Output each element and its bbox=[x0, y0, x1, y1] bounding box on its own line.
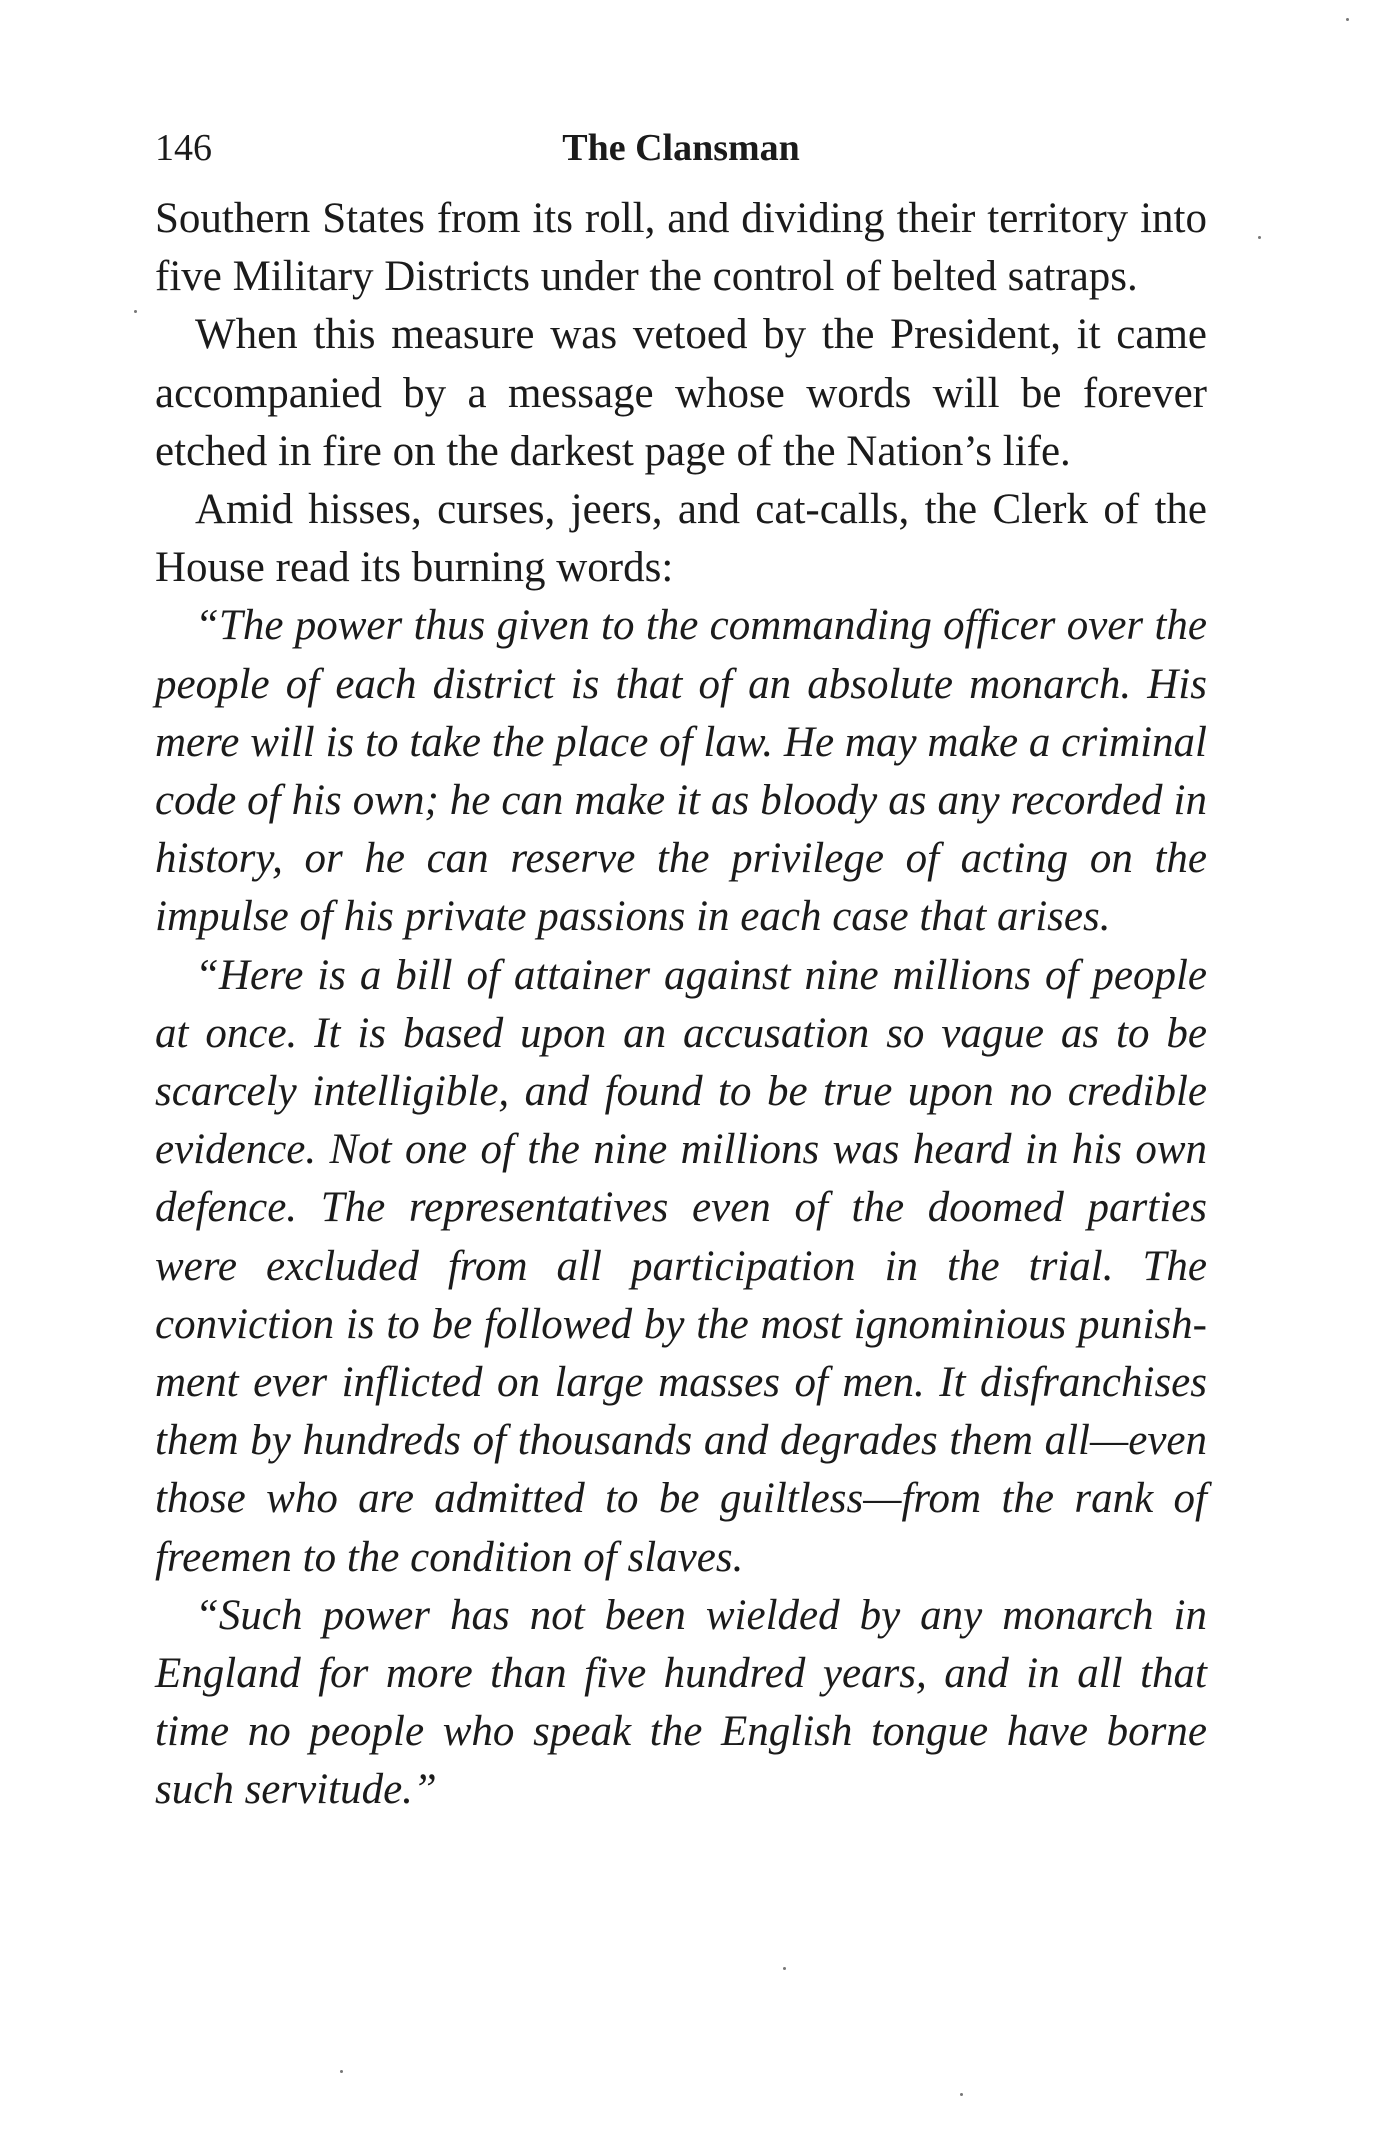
paragraph-clerk: Amid hisses, curses, jeers, and cat-calls, the Clerk of the House read its burning words: bbox=[155, 486, 1207, 592]
paragraph-continuation: Southern States from its roll, and dividing their territory into five Military Districts under the control of belted satraps. bbox=[155, 195, 1207, 301]
paper-speck bbox=[134, 310, 137, 313]
paragraph-veto: When this measure was vetoed by the President, it came accompanied by a message whose words will be forever etched in fire on the darkest page of the Nation’s life. bbox=[155, 311, 1207, 475]
quote-paragraph-attainer: “Here is a bill of attainer against nine millions of people at once. It is based upon an accusation so vague as to be scarcely intelligible, and found to be true upon no credible evidence. Not one of the nine millions was heard in his own defence. The representatives even of the doomed parties were excluded from all participation in the trial. The conviction is to be followed by the most ignominious punishment ever inflicted on large masses of men. It disfranchises them by hundreds of thousands and degrades them all—even those who are admitted to be guiltless—from the rank of freemen to the condition of slaves. bbox=[155, 951, 1207, 1581]
book-page bbox=[155, 118, 1207, 1820]
paper-speck bbox=[1258, 236, 1261, 239]
paper-speck bbox=[340, 2070, 343, 2073]
quote-paragraph-monarch: “Such power has not been wielded by any monarch in England for more than five hundred years, and in all that time no people who speak the English tongue have borne such servitude.” bbox=[155, 1591, 1207, 1814]
quote-paragraph-power: “The power thus given to the commanding officer over the people of each district is that of an absolute monarch. His mere will is to take the place of law. He may make a criminal code of his own; he can make it as bloody as any recorded in history, or he can reserve the privilege of acting on the impulse of his private passions in each case that arises. bbox=[155, 602, 1207, 941]
body-text bbox=[155, 190, 1207, 1820]
paper-speck bbox=[960, 2093, 963, 2096]
paper-speck bbox=[783, 1967, 786, 1970]
running-head bbox=[155, 118, 1207, 178]
running-title: The Clansman bbox=[562, 127, 800, 169]
paper-speck bbox=[1346, 18, 1349, 21]
page-number: 146 bbox=[155, 127, 212, 169]
